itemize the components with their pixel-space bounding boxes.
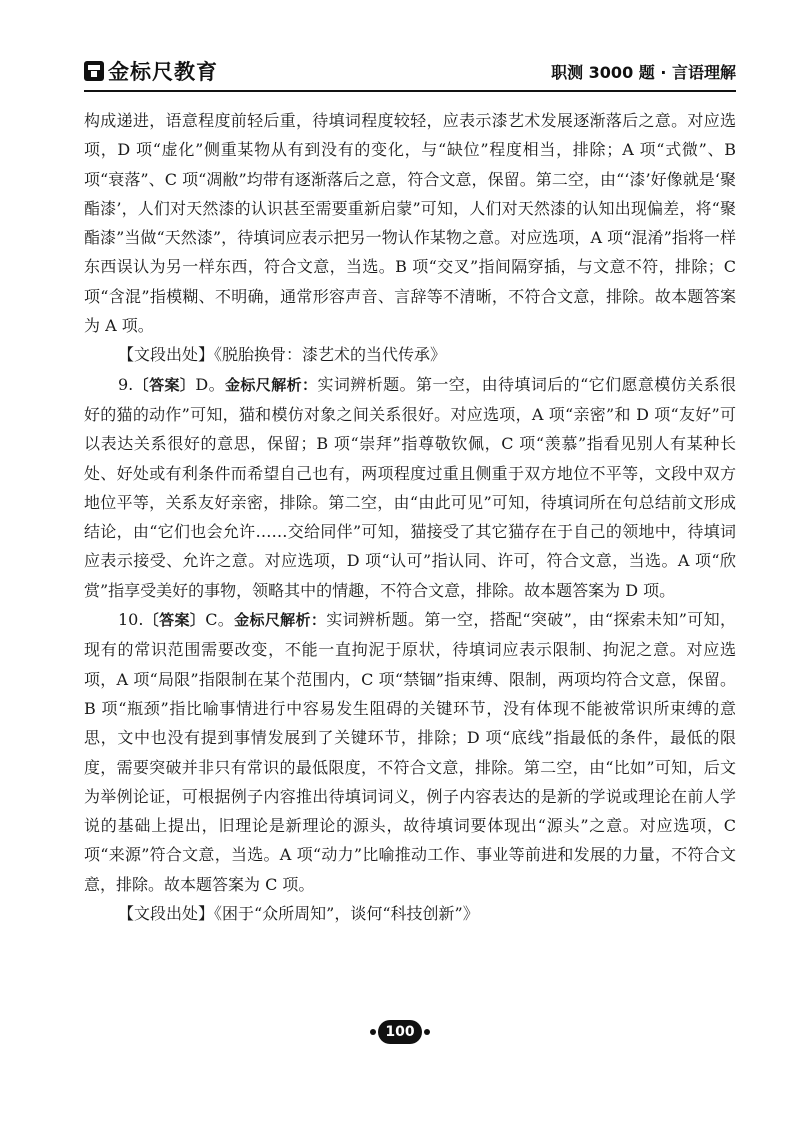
page-number: 100 [385, 1024, 415, 1040]
question-10-analysis-label: 金标尺解析： [234, 611, 327, 630]
page-number-badge [374, 1020, 426, 1044]
page-content [84, 106, 736, 928]
question-10-answer: C。 [205, 610, 235, 630]
question-9-analysis-text: 实词辨析题。第一空，由待填词后的“它们愿意模仿关系很好的猫的动作”可知，猫和模仿对象之间关系很好。对应选项，A 项“亲密”和 D 项“友好”可以表达关系很好的意思，保留；B 项“崇拜”指尊敬钦佩，C 项“羡慕”指看见别人有某种长处、好处或有利条件而希望自己也有，两项程度过重且侧重于双方地位不平等，文段中双方地位平等，关系友好亲密，排除。第二空，由“由此可见”可知，待填词所在句总结前文形成结论，由“它们也会允许……交给同伴”可知，猫接受了其它猫存在于自己的领地中，待填词应表示接受、允许之意。对应选项，D 项“认可”指认同、许可，符合文意，当选。A 项“欣赏”指享受美好的事物，领略其中的情趣，不符合文意，排除。故本题答案为 D 项。 [84, 374, 736, 600]
brand-logo-icon [84, 61, 104, 81]
brand-logo [84, 56, 218, 86]
question-9-answer-label: 〔答案〕 [133, 375, 196, 394]
page-header [84, 56, 736, 88]
source-citation-1: 【文段出处】《脱胎换骨：漆艺术的当代传承》 [118, 345, 447, 365]
question-10-answer-label: 〔答案〕 [143, 611, 206, 630]
question-9-number: 9. [118, 374, 134, 394]
book-title: 职测 3000 题 · 言语理解 [551, 63, 736, 82]
brand-name: 金标尺教育 [108, 60, 218, 84]
question-10-analysis-text: 实词辨析题。第一空，搭配“突破”，由“探索未知”可知，现有的常识范围需要改变，不能一直拘泥于原状，待填词应表示限制、拘泥之意。对应选项，A 项“局限”指限制在某个范围内，C 项“禁锢”指束缚、限制，两项均符合文意，保留。B 项“瓶颈”指比喻事情进行中容易发生阻碍的关键环节，没有体现不能被常识所束缚的意思，文中也没有提到事情发展到了关键环节，排除；D 项“底线”指最低的条件，最低的限度，需要突破并非只有常识的最低限度，不符合文意，排除。第二空，由“比如”可知，后文为举例论证，可根据例子内容推出待填词词义，例子内容表达的是新的学说或理论在前人学说的基础上提出，旧理论是新理论的源头，故待填词要体现出“源头”之意。对应选项，C 项“来源”符合文意，当选。A 项“动力”比喻推动工作、事业等前进和发展的力量，不符合文意，排除。故本题答案为 C 项。 [84, 610, 736, 894]
question-9-answer: D。 [195, 374, 225, 394]
question-9-analysis-label: 金标尺解析： [224, 375, 318, 394]
question-10-number: 10. [118, 610, 144, 630]
header-divider [84, 90, 736, 92]
question-9-explanation [84, 370, 736, 605]
source-citation-2: 【文段出处】《困于“众所周知”，谈何“科技创新”》 [118, 904, 479, 924]
explanation-paragraph-continued: 构成递进，语意程度前轻后重，待填词程度较轻，应表示漆艺术发展逐渐落后之意。对应选项，D 项“虚化”侧重某物从有到没有的变化，与“缺位”程度相当，排除；A 项“式微”、B 项“衰落”、C 项“凋敝”均带有逐渐落后之意，符合文意，保留。第二空，由“‘漆’好像就是‘聚酯漆’，人们对天然漆的认识甚至需要重新启蒙”可知，人们对天然漆的认知出现偏差，将“聚酯漆”当做“天然漆”，待填词应表示把另一物认作某物之意。对应选项，A 项“混淆”指将一样东西误认为另一样东西，符合文意，当选。B 项“交叉”指间隔穿插，与文意不符，排除；C 项“含混”指模糊、不明确，通常形容声音、言辞等不清晰，不符合文意，排除。故本题答案为 A 项。 [84, 111, 736, 336]
question-10-explanation [84, 605, 736, 899]
